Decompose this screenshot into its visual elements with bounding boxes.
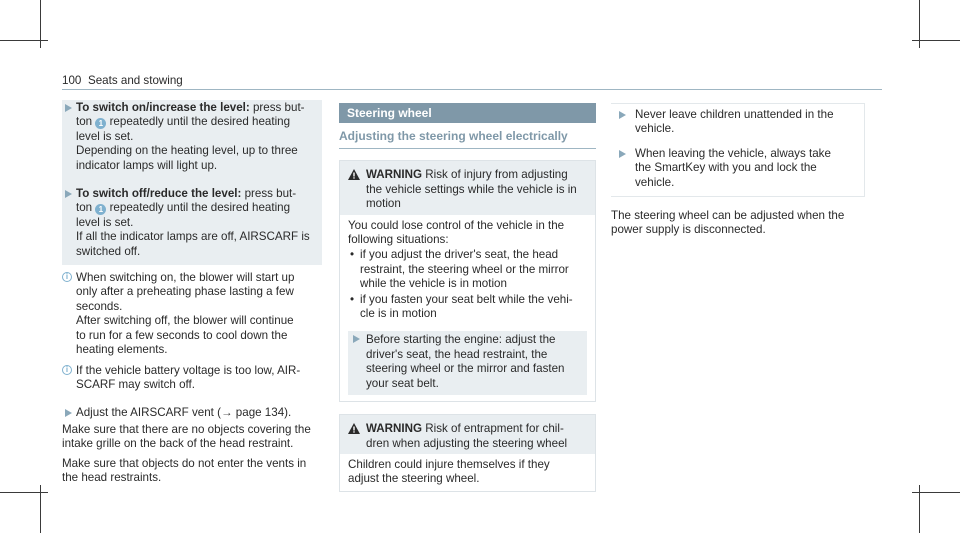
warning-box-injury: [339, 160, 596, 402]
arrow-icon: [619, 150, 626, 158]
info-icon: i: [62, 365, 72, 375]
arrow-icon: [353, 335, 360, 343]
step-reduce: To switch off/reduce the level: press but- ton 1 repeatedly until the desired heating level is set. If all the indicator lamps are off, AIRSCARF is switched off.: [62, 187, 322, 259]
step-take-smartkey: When leaving the vehicle, always take the SmartKey with you and lock the vehicle.: [611, 147, 864, 190]
crop-mark: [40, 0, 41, 48]
button-1-icon: 1: [95, 118, 106, 129]
step-before-starting: Before starting the engine: adjust the driver's seat, the head restraint, the steering wheel or the mirror and fasten your seat belt.: [348, 331, 587, 395]
button-1-icon: 1: [95, 204, 106, 215]
column-left: [62, 100, 322, 485]
arrow-icon: [619, 111, 626, 119]
step-block-switch: [62, 100, 322, 265]
warning-header: WARNING Risk of entrapment for chil- dren when adjusting the steering wheel: [340, 415, 595, 454]
step-never-leave-children: Never leave children unattended in the vehicle.: [611, 108, 864, 137]
header-rule: [62, 73, 882, 90]
arrow-icon: [65, 190, 72, 198]
subheading: Adjusting the steering wheel electrically: [339, 129, 596, 149]
warning-body: You could lose control of the vehicle in the following situations: • if you adjust the driver's seat, the head restraint, the steering wheel or the mirror while the vehicle is in motion • if you fasten your seat belt while the vehi- cle is in motion Before starting the engine: adjust the driver's seat, the head restraint, the steering wheel or the mirror and fasten your seat belt.: [340, 215, 595, 401]
info-note-blower: i When switching on, the blower will start up only after a preheating phase lasting a few seconds. After switching off, the blower will continue to run for a few seconds to cool down the heating elements.: [62, 271, 322, 357]
crop-mark: [40, 485, 41, 533]
list-item: • if you adjust the driver's seat, the head restraint, the steering wheel or the mirror while the vehicle is in motion: [348, 248, 587, 291]
warning-triangle-icon: [348, 423, 360, 434]
section-title-header: Seats and stowing: [88, 74, 183, 87]
crop-mark: [919, 0, 920, 48]
warning-header: WARNING Risk of injury from adjusting the vehicle settings while the vehicle is in motion: [340, 161, 595, 214]
arrow-icon: [65, 104, 72, 112]
step-increase: To switch on/increase the level: press but- ton 1 repeatedly until the desired heating level is set. Depending on the heating level, up to three indicator lamps will light up.: [62, 101, 322, 173]
paragraph-vents: Make sure that objects do not enter the vents in the head restraints.: [62, 456, 307, 484]
step-adjust-vent: Adjust the AIRSCARF vent (→ page 134).: [62, 406, 322, 420]
arrow-icon: [65, 409, 72, 417]
warning-box-entrapment: [339, 414, 596, 492]
section-heading: Steering wheel: [339, 103, 596, 123]
warning-body: Children could injure themselves if they adjust the steering wheel.: [348, 457, 550, 486]
warning-continuation: [611, 103, 865, 197]
paragraph-intake: Make sure that there are no objects covering the intake grille on the back of the head restraint.: [62, 422, 311, 451]
page-number: 100: [62, 74, 82, 87]
paragraph-power-supply: The steering wheel can be adjusted when the power supply is disconnected.: [611, 209, 845, 237]
warning-triangle-icon: [348, 169, 360, 180]
list-item: • if you fasten your seat belt while the vehi- cle is in motion: [348, 293, 587, 322]
crop-mark: [919, 485, 920, 533]
info-note-battery: i If the vehicle battery voltage is too low, AIR- SCARF may switch off.: [62, 364, 322, 393]
info-icon: i: [62, 272, 72, 282]
column-right: [611, 103, 869, 238]
column-middle: [339, 103, 596, 492]
